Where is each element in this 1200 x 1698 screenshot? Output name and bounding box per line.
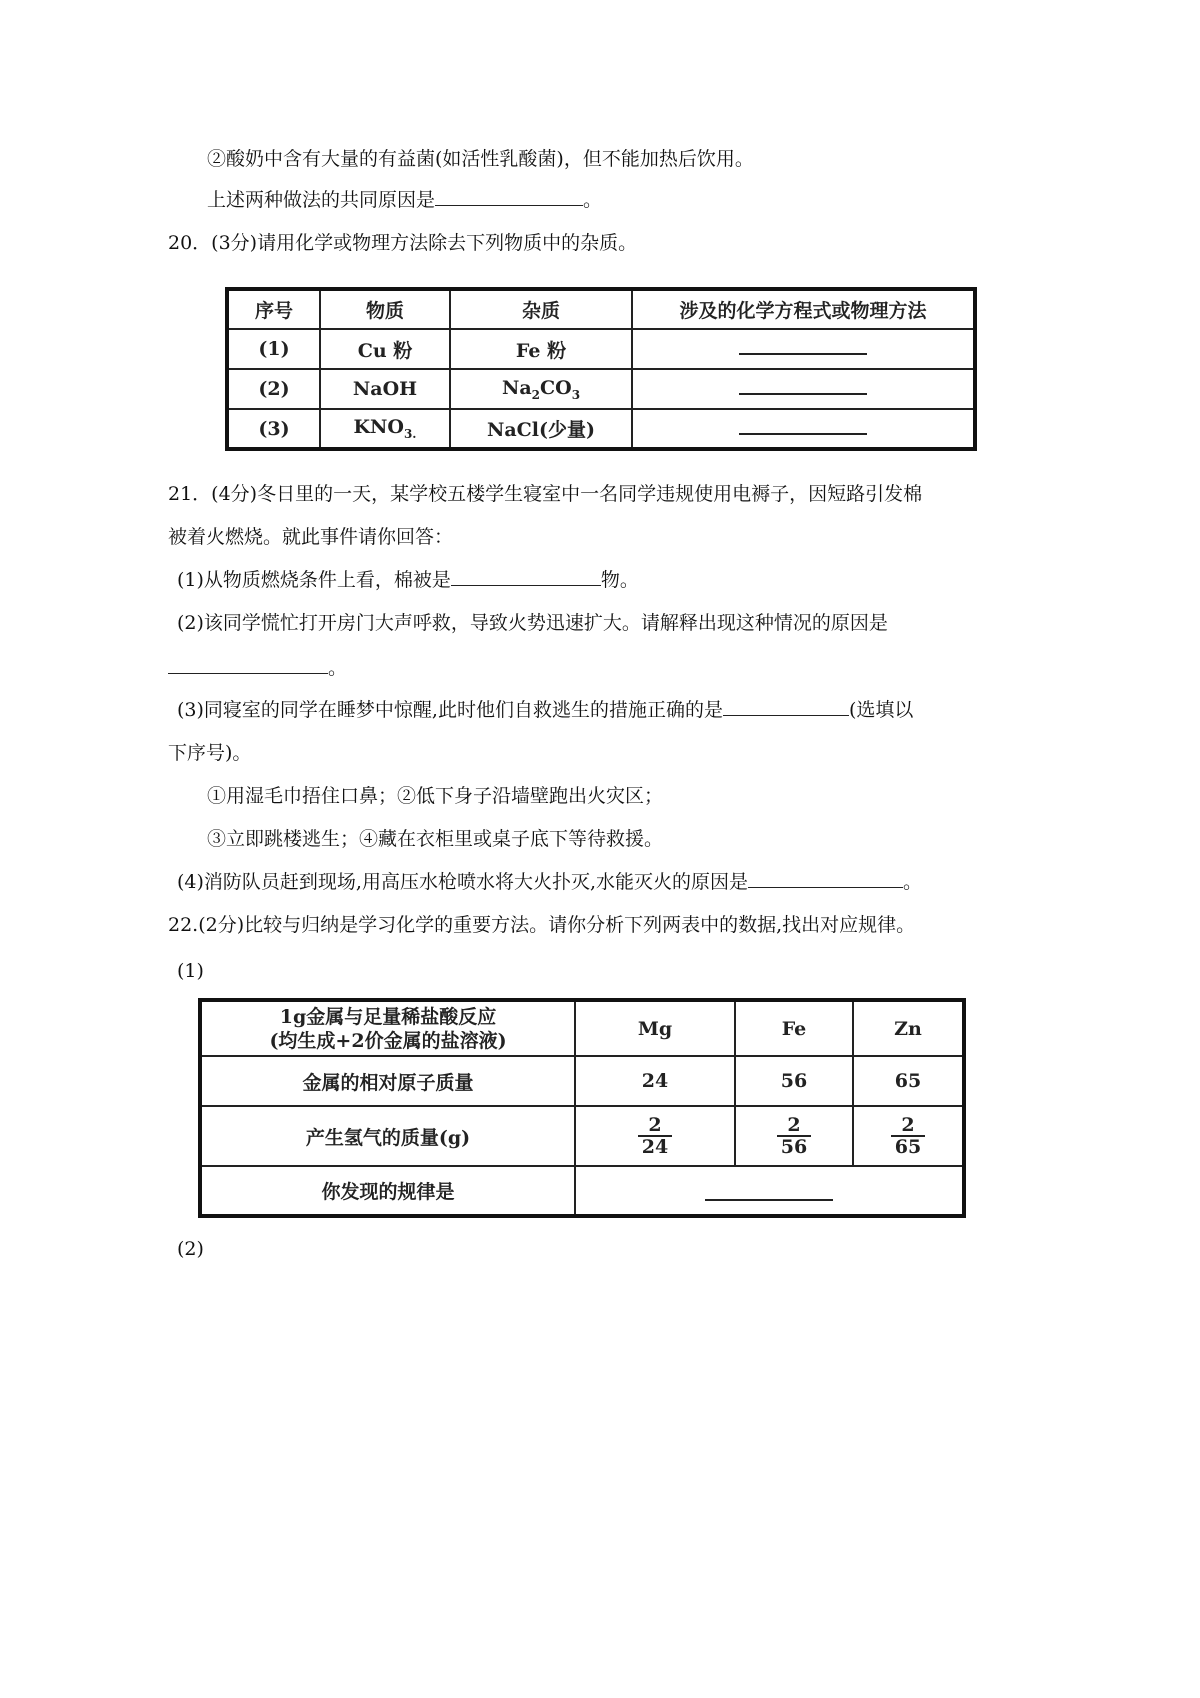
part4-label: (4)消防队员赶到现场,用高压水枪喷水将大火扑灭,水能灭火的原因是	[177, 871, 748, 893]
question-21-part2: (2)该同学慌忙打开房门大声呼救，导致火势迅速扩大。请解释出现这种情况的原因是	[177, 612, 888, 634]
pattern-answer-cell[interactable]	[575, 1166, 964, 1216]
formula-part: CO	[540, 376, 572, 399]
part1-suffix: 物。	[600, 569, 639, 591]
subpart-2-label: (2)	[177, 1238, 204, 1260]
header-impurity: 杂质	[450, 289, 632, 329]
formula-subscript: 3.	[403, 426, 417, 441]
row-no: (1)	[227, 329, 320, 369]
method-answer-cell[interactable]	[632, 409, 975, 449]
row-no: (3)	[227, 409, 320, 449]
common-reason-label: 上述两种做法的共同原因是	[207, 189, 436, 211]
question-22: 22.(2分)比较与归纳是学习化学的重要方法。请你分析下列两表中的数据,找出对应规律。	[168, 914, 916, 936]
answer-blank[interactable]	[739, 383, 867, 395]
answer-blank-part1[interactable]	[451, 567, 601, 586]
row-label-pattern: 你发现的规律是	[200, 1166, 575, 1216]
table-row	[227, 409, 975, 449]
header-mg: Mg	[575, 1000, 735, 1056]
fraction-numerator: 2	[777, 1115, 811, 1137]
part3-suffix: (选填以	[848, 699, 914, 721]
row-impurity: NaCl(少量)	[450, 409, 632, 449]
hydrogen-mass-fe	[735, 1106, 853, 1166]
question-20: 20．(3分)请用化学或物理方法除去下列物质中的杂质。	[168, 232, 638, 254]
question-21-part3	[177, 697, 913, 723]
formula-subscript: 2	[531, 387, 540, 402]
fraction-numerator: 2	[638, 1115, 672, 1137]
method-answer-cell[interactable]	[632, 369, 975, 409]
options-1-2: ①用湿毛巾捂住口鼻；②低下身子沿墙壁跑出火灾区；	[207, 785, 664, 807]
row-label-atomic-mass: 金属的相对原子质量	[200, 1056, 575, 1106]
question-21-part1	[177, 567, 639, 593]
impurity-table	[225, 287, 977, 451]
header-no: 序号	[227, 289, 320, 329]
row-impurity: Fe 粉	[450, 329, 632, 369]
table-row	[227, 369, 975, 409]
table-row	[200, 1106, 964, 1166]
method-answer-cell[interactable]	[632, 329, 975, 369]
question-21-line1: 21．(4分)冬日里的一天，某学校五楼学生寝室中一名同学违规使用电褥子，因短路引发棉	[168, 483, 923, 505]
answer-blank[interactable]	[739, 343, 867, 355]
header-substance: 物质	[320, 289, 450, 329]
formula-part: KNO	[353, 416, 404, 439]
row-label-hydrogen-mass: 产生氢气的质量(g)	[200, 1106, 575, 1166]
header-method: 涉及的化学方程式或物理方法	[632, 289, 975, 329]
part1-label: (1)从物质燃烧条件上看，棉被是	[177, 569, 451, 591]
row-substance: NaOH	[320, 369, 450, 409]
period: 。	[583, 189, 603, 211]
fraction-denominator: 65	[894, 1135, 922, 1158]
row-substance: Cu 粉	[320, 329, 450, 369]
row-no: (2)	[227, 369, 320, 409]
answer-blank-part4[interactable]	[748, 869, 903, 888]
fraction-denominator: 24	[641, 1135, 669, 1158]
answer-blank-part2[interactable]	[168, 655, 328, 674]
answer-blank-part3[interactable]	[723, 697, 849, 716]
question-21-line2: 被着火燃烧。就此事件请你回答：	[168, 526, 454, 548]
table-row	[200, 1166, 964, 1216]
header-reaction-line2: (均生成+2价金属的盐溶液)	[269, 1029, 507, 1052]
header-fe: Fe	[735, 1000, 853, 1056]
question-21-part2-answer	[168, 655, 347, 681]
question-21-part4	[177, 869, 922, 895]
header-zn: Zn	[853, 1000, 964, 1056]
subpart-1-label: (1)	[177, 960, 204, 982]
atomic-mass-fe: 56	[735, 1056, 853, 1106]
options-3-4: ③立即跳楼逃生；④藏在衣柜里或桌子底下等待救援。	[207, 828, 664, 850]
fraction-denominator: 56	[780, 1135, 808, 1158]
header-reaction	[200, 1000, 575, 1056]
metal-reaction-table	[198, 998, 966, 1218]
part3-label: (3)同寝室的同学在睡梦中惊醒,此时他们自救逃生的措施正确的是	[177, 699, 723, 721]
hydrogen-mass-zn	[853, 1106, 964, 1166]
text-line-common-reason	[207, 187, 602, 213]
answer-blank[interactable]	[739, 423, 867, 435]
table-row	[227, 329, 975, 369]
header-reaction-line1: 1g金属与足量稀盐酸反应	[279, 1005, 497, 1028]
row-impurity	[450, 369, 632, 409]
hydrogen-mass-mg	[575, 1106, 735, 1166]
formula-part: Na	[501, 376, 532, 399]
formula-subscript: 3	[571, 387, 581, 402]
period: 。	[328, 657, 348, 679]
text-line-yogurt: ②酸奶中含有大量的有益菌(如活性乳酸菌)，但不能加热后饮用。	[207, 148, 754, 170]
answer-blank-common-reason[interactable]	[435, 187, 583, 206]
atomic-mass-zn: 65	[853, 1056, 964, 1106]
period: 。	[903, 871, 923, 893]
atomic-mass-mg: 24	[575, 1056, 735, 1106]
table-row	[200, 1056, 964, 1106]
answer-blank[interactable]	[705, 1189, 833, 1201]
row-substance	[320, 409, 450, 449]
question-21-part3-cont: 下序号)。	[168, 742, 252, 764]
fraction-numerator: 2	[891, 1115, 925, 1137]
